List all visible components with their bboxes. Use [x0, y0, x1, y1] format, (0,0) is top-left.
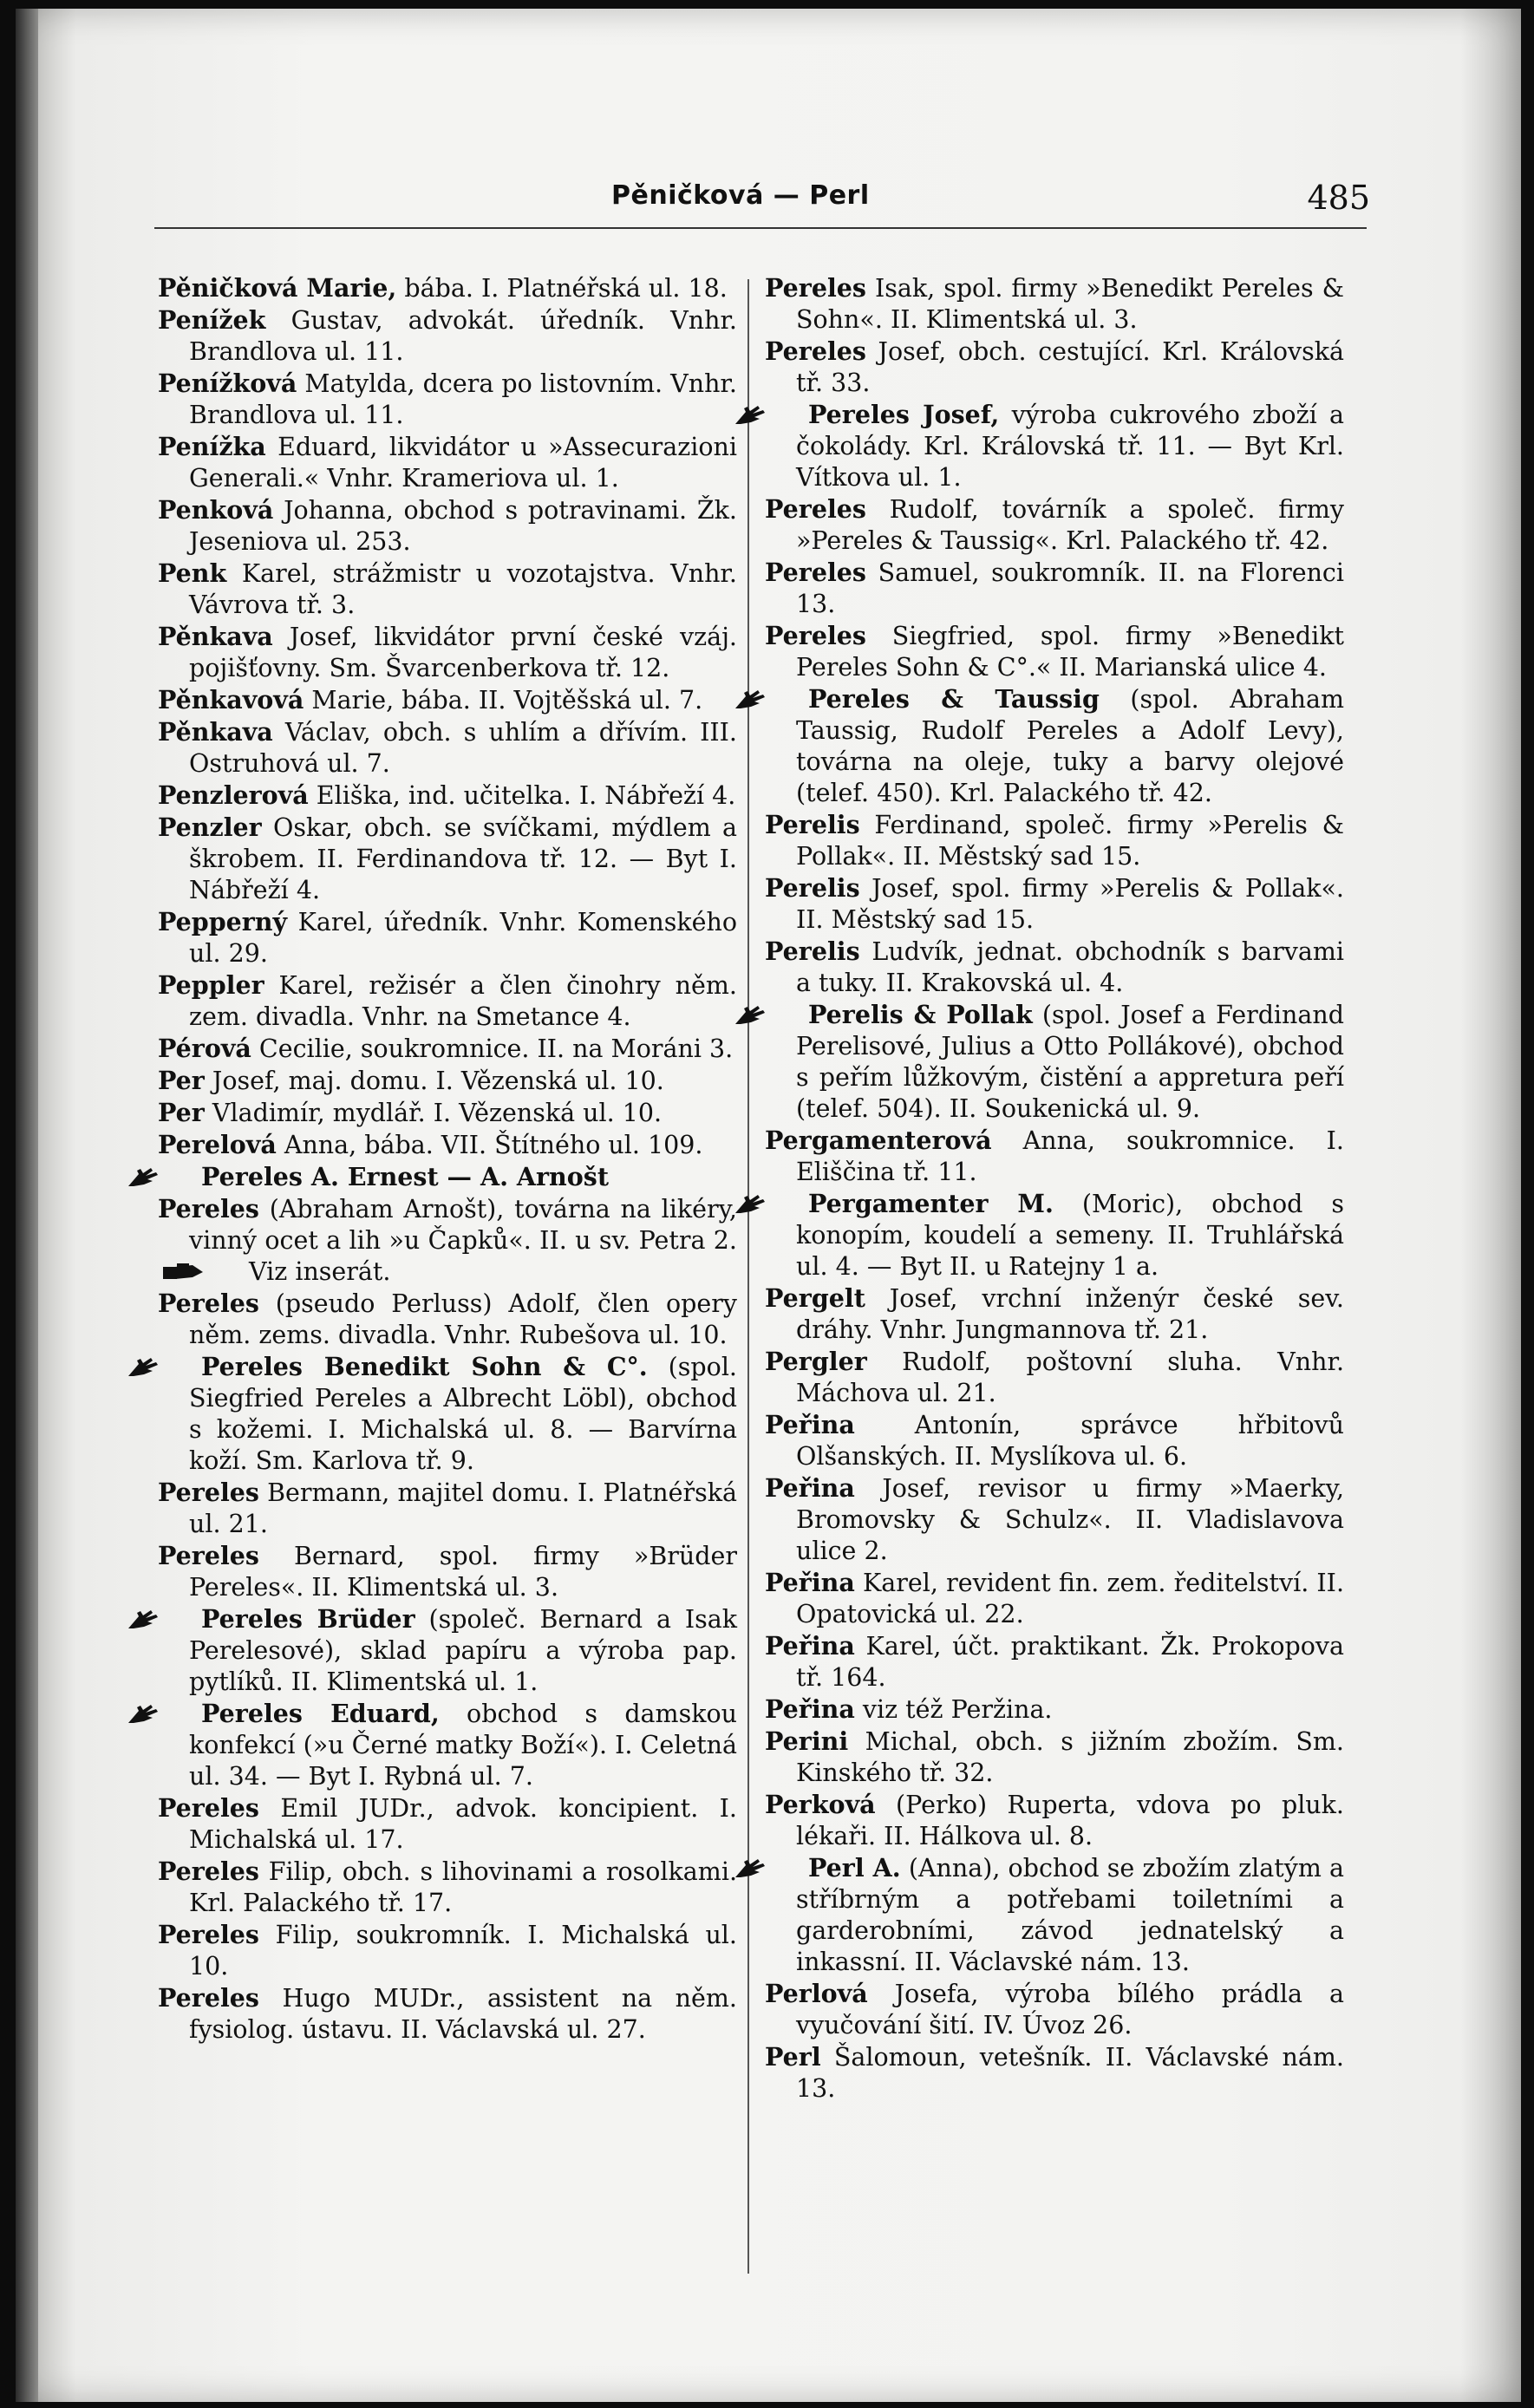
directory-entry — [158, 1540, 737, 1603]
entry-name: Pěničková Marie, — [158, 273, 397, 303]
directory-entry — [158, 1919, 737, 1982]
directory-entry — [158, 1288, 737, 1351]
entry-name: Penzlerová — [158, 780, 309, 810]
entry-text: Isak, spol. firmy »Benedikt Pereles & Sohn«. II. Klimentská ul. 3. — [796, 274, 1344, 334]
entry-name: Penková — [158, 495, 274, 525]
directory-entry — [158, 1856, 737, 1919]
entry-name: Perelis — [765, 936, 860, 966]
directory-entry — [158, 1065, 737, 1097]
entry-name: Pereles — [158, 1289, 259, 1318]
entry-text: Karel, účt. praktikant. Žk. Prokopova tř. 164. — [796, 1632, 1344, 1692]
entry-text: Bernard, spol. firmy »Brüder Pereles«. II. Klimentská ul. 3. — [189, 1542, 737, 1602]
entry-name: Perelis & Pollak — [808, 1000, 1033, 1029]
entry-text: Emil JUDr., advok. koncipient. I. Michalská ul. 17. — [189, 1794, 737, 1854]
entry-name: Pěnkavová — [158, 685, 304, 715]
directory-entry — [158, 1603, 737, 1698]
entry-name: Pereles A. Ernest — A. Arnošt — [201, 1162, 609, 1191]
directory-entry — [765, 399, 1344, 493]
directory-entry — [765, 936, 1344, 999]
entry-text: Josef, revisor u firmy »Maerky, Bromovsky & Schulz«. II. Vladislavova ulice 2. — [796, 1474, 1344, 1565]
entry-reference: Viz inserát. — [241, 1257, 391, 1286]
entry-text: (Abraham Arnošt), továrna na likéry, vinný ocet a lih »u Čapků«. II. u sv. Petra 2. — [189, 1195, 737, 1255]
entry-text: viz též Peržina. — [854, 1695, 1053, 1724]
directory-entry — [765, 1852, 1344, 1978]
pointing-hand-icon — [158, 1354, 193, 1377]
entry-name: Pereles Benedikt Sohn & C°. — [201, 1352, 648, 1381]
directory-entry — [158, 1351, 737, 1477]
entry-name: Perelis — [765, 810, 860, 839]
directory-entry — [765, 620, 1344, 683]
directory-entry — [765, 1693, 1344, 1726]
directory-entry — [158, 621, 737, 684]
directory-entry — [765, 493, 1344, 557]
entry-text: (společ. Bernard a Isak Perelesové), sklad papíru a výroba pap. pytlíků. II. Klimentská ul. 1. — [189, 1605, 738, 1696]
entry-text: bába. I. Platnéřská ul. 18. — [396, 274, 728, 303]
entry-text: obchod s damskou konfekcí (»u Černé matky Boží«). I. Celetná ul. 34. — Byt I. Rybná ul. 7. — [189, 1700, 737, 1791]
entry-name: Per — [158, 1066, 205, 1095]
entry-text: Václav, obch. s uhlím a dřívím. III. Ostruhová ul. 7. — [189, 718, 737, 778]
entry-text: Josefa, výroba bílého prádla a vyučování šití. IV. Úvoz 26. — [796, 1980, 1344, 2039]
column-divider — [747, 279, 749, 2274]
directory-entry — [765, 1346, 1344, 1409]
entry-text: (pseudo Perluss) Adolf, člen opery něm. zems. divadla. Vnhr. Rubešova ul. 10. — [189, 1289, 737, 1349]
directory-entry — [158, 1161, 737, 1193]
entry-name: Pergamenter M. — [808, 1189, 1054, 1218]
directory-entry — [158, 812, 737, 906]
entry-name: Penížek — [158, 305, 266, 335]
entry-name: Pergler — [765, 1347, 867, 1376]
directory-entry — [765, 1282, 1344, 1346]
entry-text: Josef, vrchní inženýr české sev. dráhy. Vnhr. Jungmannova tř. 21. — [796, 1284, 1344, 1344]
directory-entry — [158, 272, 737, 304]
entry-text: Karel, úředník. Vnhr. Komenského ul. 29. — [189, 908, 737, 968]
entry-text: Vladimír, mydlář. I. Vězenská ul. 10. — [204, 1099, 663, 1127]
directory-entry — [765, 872, 1344, 936]
left-column — [158, 272, 737, 2046]
directory-entry — [158, 1477, 737, 1540]
directory-entry — [765, 683, 1344, 809]
entry-text: (spol. Abraham Taussig, Rudolf Pereles a Adolf Levy), továrna na oleje, tuky a barvy olejové (telef. 450). Krl. Palackého tř. 42. — [796, 685, 1344, 807]
directory-entry — [765, 1978, 1344, 2041]
entry-name: Perl A. — [808, 1853, 901, 1883]
entry-name: Pěnkava — [158, 717, 273, 747]
entry-name: Pereles Eduard, — [201, 1699, 440, 1728]
entry-text: Eduard, likvidátor u »Assecurazioni Generali.« Vnhr. Krameriova ul. 1. — [189, 433, 737, 493]
directory-entry — [158, 1129, 737, 1161]
entry-name: Peřina — [765, 1473, 855, 1503]
directory-entry — [765, 999, 1344, 1125]
entry-name: Pereles — [158, 1793, 259, 1823]
entry-name: Pereles — [765, 621, 866, 650]
directory-entry — [765, 1188, 1344, 1282]
entry-name: Pergamenterová — [765, 1126, 992, 1155]
entry-text: Oskar, obch. se svíčkami, mýdlem a škrobem. II. Ferdinandova tř. 12. — Byt I. Nábřeží 4. — [189, 813, 737, 904]
entry-text: (Perko) Ruperta, vdova po pluk. lékaři. II. Hálkova ul. 8. — [796, 1791, 1344, 1850]
directory-entry — [158, 1033, 737, 1065]
pointing-hand-icon — [158, 1165, 193, 1187]
directory-entry — [765, 809, 1344, 872]
entry-text: výroba cukrového zboží a čokolády. Krl. Královská tř. 11. — Byt Krl. Vítkova ul. 1. — [796, 401, 1344, 492]
directory-entry — [158, 304, 737, 368]
directory-entry — [158, 1097, 737, 1129]
entry-name: Pereles — [765, 273, 866, 303]
entry-name: Pereles — [765, 336, 866, 366]
entry-name: Peřina — [765, 1631, 855, 1661]
entry-text: (Anna), obchod se zbožím zlatým a stříbrným a potřebami toiletními a garderobními, závod jednatelský a inkassní. II. Václavské nám. 13. — [796, 1854, 1344, 1976]
entry-name: Pereles & Taussig — [808, 684, 1100, 714]
page-header — [139, 180, 1370, 222]
directory-entry — [158, 969, 737, 1033]
running-title: Pěničková — Perl — [611, 180, 870, 211]
entry-name: Peppler — [158, 970, 264, 1000]
entry-name: Perl — [765, 2042, 821, 2072]
entry-name: Peřina — [765, 1568, 855, 1597]
entry-name: Pereles — [158, 1920, 259, 1949]
entry-name: Pereles — [158, 1478, 259, 1507]
entry-text: Johanna, obchod s potravinami. Žk. Jeseniova ul. 253. — [189, 496, 737, 556]
right-column — [765, 272, 1344, 2105]
directory-entry — [158, 368, 737, 431]
page-number: 485 — [1307, 179, 1370, 217]
entry-text: (spol. Siegfried Pereles a Albrecht Löbl), obchod s kožemi. I. Michalská ul. 8. — Barvírna koží. Sm. Karlova tř. 9. — [189, 1353, 737, 1475]
pointing-hand-icon — [765, 1191, 800, 1214]
entry-name: Pergelt — [765, 1283, 865, 1313]
directory-entry — [158, 906, 737, 969]
entry-text: Samuel, soukromník. II. na Florenci 13. — [796, 558, 1344, 618]
entry-name: Pereles — [158, 1541, 259, 1570]
entry-text: Siegfried, spol. firmy »Benedikt Pereles Sohn & C°.« II. Marianská ulice 4. — [796, 622, 1344, 682]
directory-entry — [765, 1472, 1344, 1567]
directory-entry — [765, 272, 1344, 336]
entry-name: Perelis — [765, 873, 860, 903]
pointing-hand-icon — [765, 687, 800, 709]
directory-entry — [765, 2041, 1344, 2105]
entry-name: Pepperný — [158, 907, 288, 936]
entry-name: Peřina — [765, 1694, 855, 1724]
entry-name: Per — [158, 1098, 205, 1127]
entry-name: Penk — [158, 558, 227, 588]
directory-entry — [158, 558, 737, 621]
header-rule — [154, 227, 1367, 229]
entry-name: Pereles Brüder — [201, 1604, 415, 1634]
entry-name: Penížka — [158, 432, 266, 461]
entry-text: Anna, bába. VII. Štítného ul. 109. — [276, 1131, 703, 1159]
directory-entry — [765, 557, 1344, 620]
entry-name: Perková — [765, 1790, 876, 1819]
entry-text: Michal, obch. s jižním zbožím. Sm. Kinského tř. 32. — [796, 1727, 1344, 1787]
entry-name: Penížková — [158, 369, 297, 398]
directory-entry — [158, 684, 737, 716]
pointing-hand-icon — [765, 1856, 800, 1878]
entry-text: Josef, obch. cestující. Krl. Královská tř. 33. — [796, 337, 1344, 397]
entry-text: Josef, likvidátor první české vzáj. pojišťovny. Sm. Švarcenberkova tř. 12. — [189, 623, 737, 682]
pointing-hand-icon — [765, 402, 800, 425]
entry-name: Pěnkava — [158, 622, 273, 651]
directory-entry — [158, 716, 737, 780]
entry-text: Matylda, dcera po listovním. Vnhr. Brandlova ul. 11. — [189, 369, 737, 429]
pointing-hand-icon — [765, 1002, 800, 1025]
entry-text: Šalomoun, vetešník. II. Václavské nám. 13. — [796, 2043, 1344, 2103]
entry-text: Antonín, správce hřbitovů Olšanských. II. Myslíkova ul. 6. — [796, 1411, 1344, 1471]
entry-text: Ludvík, jednat. obchodník s barvami a tuky. II. Krakovská ul. 4. — [796, 937, 1344, 997]
directory-entry — [158, 431, 737, 494]
directory-entry — [158, 1982, 737, 2046]
pointing-finger-icon — [194, 1259, 236, 1280]
entry-name: Pereles — [158, 1983, 259, 2013]
pointing-hand-icon — [158, 1701, 193, 1724]
entry-name: Pereles Josef, — [808, 400, 1000, 429]
directory-entry — [765, 1726, 1344, 1789]
entry-text: Karel, revident fin. zem. ředitelství. II. Opatovická ul. 22. — [796, 1569, 1344, 1628]
entry-text: Ferdinand, společ. firmy »Perelis & Pollak«. II. Městský sad 15. — [796, 811, 1344, 871]
entry-name: Perlová — [765, 1979, 868, 2008]
directory-entry — [765, 1789, 1344, 1852]
entry-text: Karel, režisér a člen činohry něm. zem. divadla. Vnhr. na Smetance 4. — [189, 971, 737, 1031]
entry-name: Penzler — [158, 812, 262, 842]
entry-name: Pereles — [158, 1857, 259, 1886]
entry-text: (Moric), obchod s konopím, koudelí a semeny. II. Truhlářská ul. 4. — Byt II. u Ratejny 1 a. — [796, 1190, 1344, 1281]
entry-name: Pérová — [158, 1034, 251, 1063]
entry-text: Anna, soukromnice. I. Eliščina tř. 11. — [796, 1126, 1344, 1186]
entry-name: Perini — [765, 1726, 849, 1756]
directory-entry — [765, 1125, 1344, 1188]
book-spine-shadow — [16, 9, 38, 2402]
directory-entry — [158, 1698, 737, 1792]
directory-entry — [765, 1630, 1344, 1693]
entry-name: Pereles — [158, 1194, 259, 1224]
entry-text: Cecilie, soukromnice. II. na Moráni 3. — [251, 1034, 734, 1063]
directory-entry — [158, 1193, 737, 1288]
directory-entry — [765, 1409, 1344, 1472]
directory-entry — [765, 336, 1344, 399]
directory-entry — [765, 1567, 1344, 1630]
entry-text: (spol. Josef a Ferdinand Perelisové, Julius a Otto Pollákové), obchod s peřím lůžkovým, čistění a appretura peří (telef. 504). II. Soukenická ul. 9. — [796, 1001, 1344, 1123]
entry-text: Filip, obch. s lihovinami a rosolkami. Krl. Palackého tř. 17. — [189, 1857, 737, 1917]
entry-text: Karel, strážmistr u vozotajstva. Vnhr. Vávrova tř. 3. — [189, 559, 737, 619]
entry-text: Gustav, advokát. úředník. Vnhr. Brandlova ul. 11. — [189, 306, 737, 366]
entry-text: Rudolf, poštovní sluha. Vnhr. Máchova ul. 21. — [796, 1348, 1344, 1407]
entry-text: Filip, soukromník. I. Michalská ul. 10. — [189, 1921, 737, 1981]
entry-text: Marie, bába. II. Vojtěšská ul. 7. — [304, 686, 703, 715]
entry-text: Rudolf, továrník a společ. firmy »Pereles & Taussig«. Krl. Palackého tř. 42. — [796, 495, 1344, 555]
entry-name: Perelová — [158, 1130, 277, 1159]
entry-name: Peřina — [765, 1410, 855, 1439]
directory-entry — [158, 1792, 737, 1856]
pointing-hand-icon — [158, 1607, 193, 1629]
entry-text: Eliška, ind. učitelka. I. Nábřeží 4. — [308, 781, 736, 810]
entry-text: Hugo MUDr., assistent na něm. fysiolog. ústavu. II. Václavská ul. 27. — [189, 1984, 737, 2044]
directory-entry — [158, 494, 737, 558]
entry-text: Bermann, majitel domu. I. Platnéřská ul. 21. — [189, 1478, 737, 1538]
directory-entry — [158, 780, 737, 812]
entry-text: Josef, spol. firmy »Perelis & Pollak«. II. Městský sad 15. — [796, 874, 1344, 934]
entry-name: Pereles — [765, 494, 866, 524]
entry-name: Pereles — [765, 558, 866, 587]
entry-text: Josef, maj. domu. I. Vězenská ul. 10. — [204, 1067, 664, 1095]
